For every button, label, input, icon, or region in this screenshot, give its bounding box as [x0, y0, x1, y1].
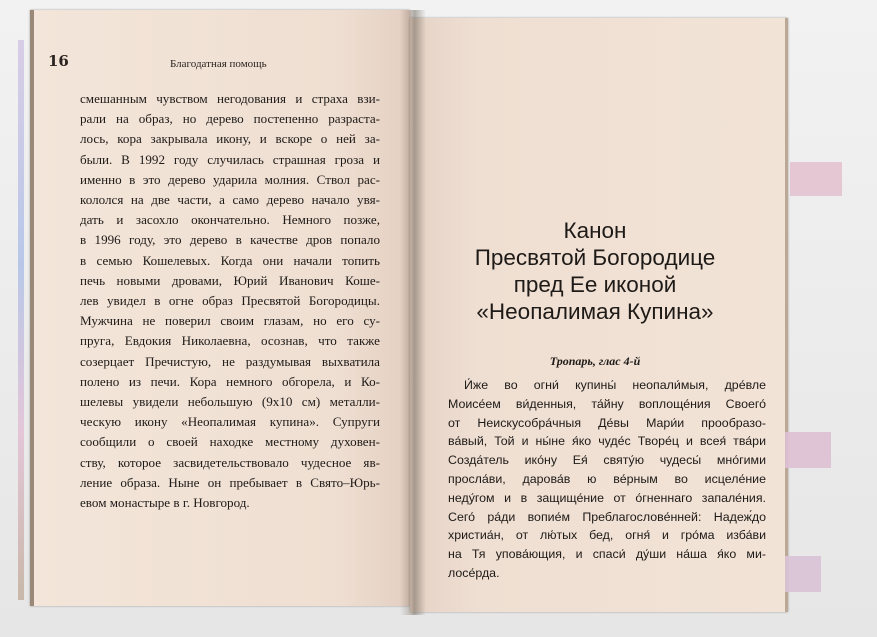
- body-line: были. В 1992 году случилась страшная гроза и: [80, 151, 380, 167]
- troparion-line: ва́вый, Той и ны́не я́ко чуде́с Творе́ц и всея́ тва́ри: [448, 434, 766, 449]
- body-line: Мужчина не поверил своим глазам, но его су-: [80, 313, 380, 329]
- troparion-heading: Тропарь, глас 4-й: [549, 354, 641, 368]
- canon-title-line: Канон: [563, 218, 627, 243]
- troparion-line: Моисе́ем ви́денныя, та́йну воплоще́ния Своего́: [448, 396, 766, 411]
- page-edge: [18, 40, 24, 600]
- sticky-tab: [785, 556, 821, 592]
- body-line: печь новыми дровами, Юрий Иванович Коше-: [80, 272, 380, 288]
- body-line: сообщили о своей находке местному духовен-: [80, 434, 380, 450]
- troparion-line: И́же во огни́ купины́ неопали́мыя, дре́вле: [464, 378, 766, 392]
- troparion-line: неду́гом и в защище́ние от о́гненнаго запале́ния.: [448, 490, 766, 505]
- troparion-line: на Тя упова́ющия, и спаси́ ду́ши на́ша я́ко ми-: [448, 547, 766, 562]
- body-line: дать и засохло окончательно. Немного позже,: [80, 212, 380, 228]
- troparion-text: [448, 376, 766, 583]
- troparion-line: Сего́ ра́ди вопие́м Преблагослове́нней: Надеж́до: [448, 509, 766, 524]
- sticky-tab: [790, 162, 842, 196]
- running-head: Благодатная помощь: [170, 58, 267, 70]
- body-line: в семью Кошелевых. Когда они начали топить: [80, 252, 380, 268]
- troparion-line: христиа́н, от лю́тых бед, огня́ и гро́ма изба́ви: [448, 528, 766, 543]
- troparion-line: Созда́тель ико́ну Ея́ святу́ю чудесы́ мно́гими: [448, 453, 766, 468]
- body-line: ческую икону «Неопалимая купина». Супруги: [80, 414, 380, 430]
- book-spine: [400, 10, 426, 615]
- body-line: ление образа. Ныне он пребывает в Свято–Юрь-: [80, 474, 380, 490]
- body-line: полено из печи. Кора немного обгорела, и Ко-: [80, 373, 380, 389]
- body-line: созерцает Пречистую, не раздумывая выхватила: [80, 353, 380, 369]
- troparion-line: от Неискусобра́чныя Де́вы Мари́и прообразо-: [448, 415, 766, 430]
- canon-title: [430, 217, 760, 325]
- body-line: евом монастыре в г. Новгород.: [80, 495, 250, 511]
- body-line: лось, кора закрывала икону, и вскоре о ней за-: [80, 131, 380, 147]
- body-line: кололся на две части, а само дерево начало увя-: [80, 192, 380, 208]
- body-line: пруга, Евдокия Николаевна, осознав, что также: [80, 333, 380, 349]
- left-page-body: [80, 89, 380, 513]
- body-line: именно в это дерево ударила молния. Ствол рас-: [80, 171, 380, 187]
- page-number: 16: [48, 52, 69, 70]
- body-line: шелевы увидели небольшую (9x10 см) металли-: [80, 394, 380, 410]
- troparion-line: просла́ви, дарова́в ю ве́рным во исцеле́ние: [448, 471, 766, 486]
- body-line: смешанным чувством негодования и страха взи-: [80, 91, 380, 106]
- body-line: лев увидел в огне образ Пресвятой Богородицы.: [80, 293, 380, 309]
- troparion-line: лосе́рда.: [448, 565, 500, 580]
- body-line: рали на образ, но дерево постепенно разраста-: [80, 111, 380, 127]
- body-line: в 1996 году, это дерево в качестве дров попало: [80, 232, 380, 248]
- canon-title-line: «Неопалимая Купина»: [476, 299, 714, 324]
- canon-title-line: пред Ее иконой: [513, 272, 677, 297]
- sticky-tab: [785, 432, 831, 468]
- canon-title-line: Пресвятой Богородице: [474, 245, 716, 270]
- body-line: ству, которое засвидетельствовало чудесное яв-: [80, 454, 380, 470]
